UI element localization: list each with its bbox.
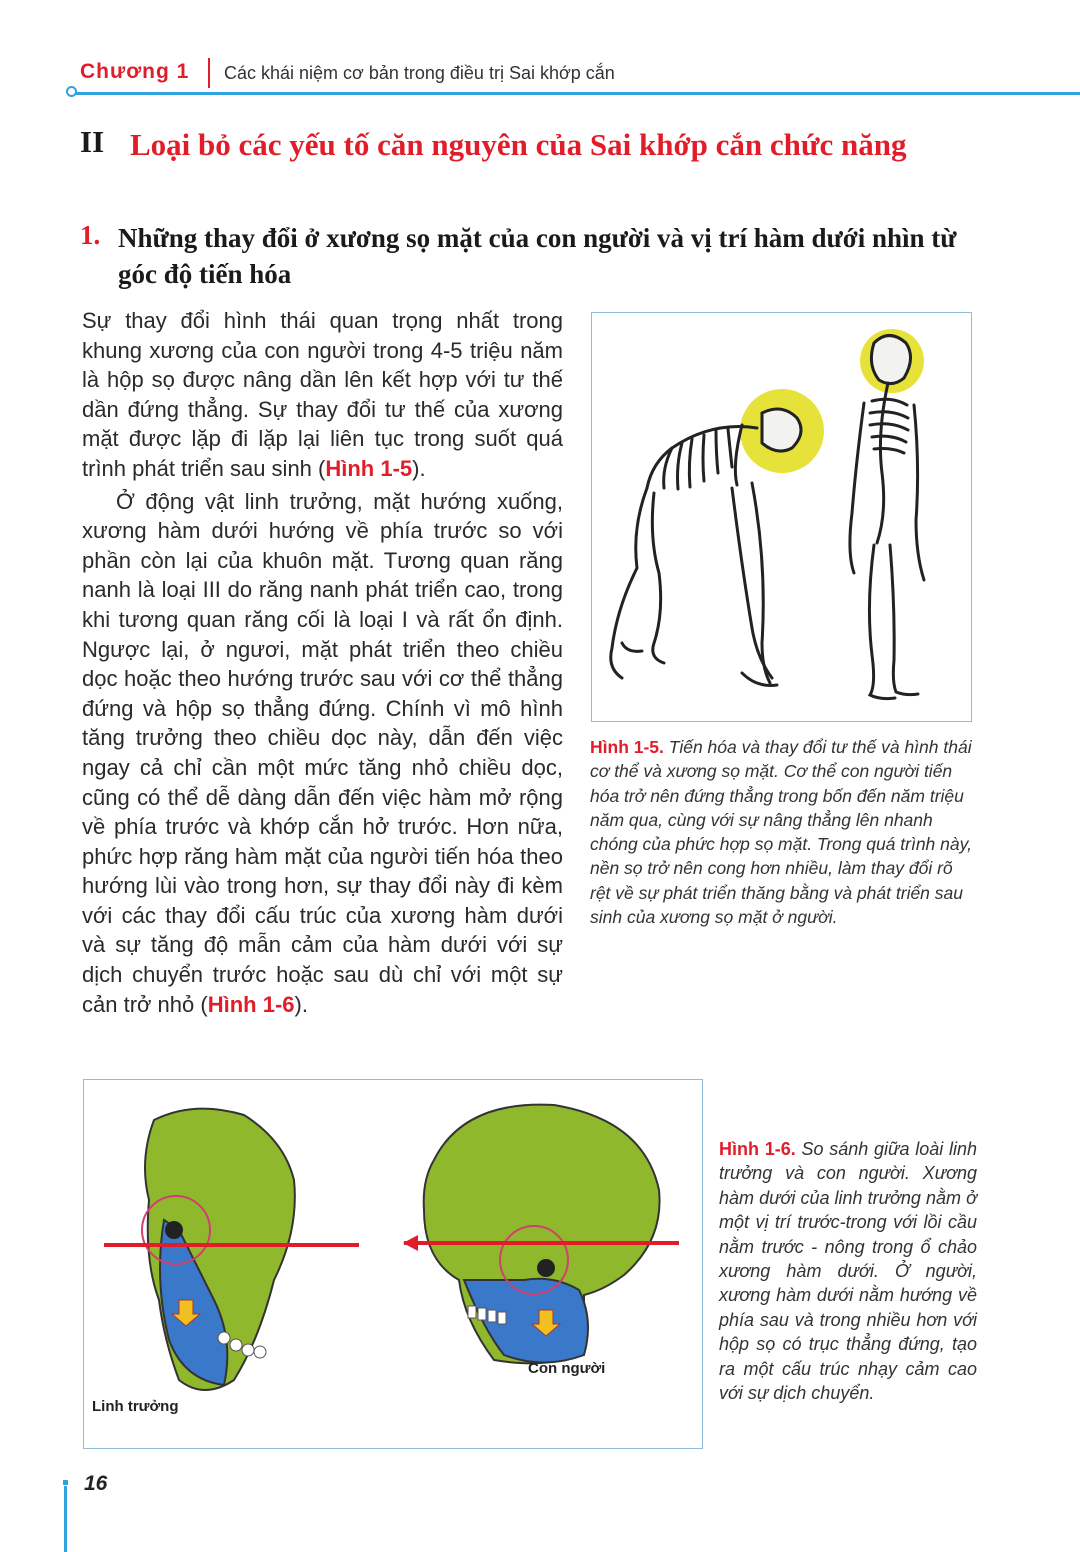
paragraph-2 xyxy=(82,487,563,1020)
figure-1-5-label: Hình 1-5. xyxy=(590,737,664,757)
skull-comparison-illustration xyxy=(84,1080,701,1400)
page-number: 16 xyxy=(84,1472,108,1495)
figure-1-5 xyxy=(591,312,972,722)
footer-rule-dot xyxy=(63,1480,68,1485)
header-separator xyxy=(208,58,210,88)
skeleton-illustration xyxy=(592,313,970,720)
figure-1-5-caption-text: Tiến hóa và thay đổi tư thế và hình thái cơ thể và xương sọ mặt. Cơ thể con người tiến hóa trở nên đứng thẳng trong bốn đến năm triệu năm qua, cùng với sự nâng thẳng lên nhanh chóng của phức hợp sọ mặt. Trong quá trình này, nền sọ trở nên cong hơn nhiều, làm thay đổi rõ rệt về sự phát triển thăng bằng và phát triển sau sinh của xương sọ mặt ở người. xyxy=(590,737,972,928)
paragraph-2-text: Ở động vật linh trưởng, mặt hướng xuống, xương hàm dưới hướng về phía trước so với phần còn lại của khuôn mặt. Tương quan răng nanh là loại III do răng nanh phát triển cao, trong khi tương quan răng cối là loại I và rất ổn định. Ngược lại, ở ngươi, mặt phát triển theo chiều dọc hoặc theo hướng trước sau với cơ thể thẳng đứng và hộp sọ thẳng đứng. Chính vì mô hình tăng trưởng theo chiều dọc này, dẫn đến việc ngay cả chỉ cần một mức tăng nhỏ chiều dọc, cũng có thể dễ dàng dẫn đến việc hàm mở rộng về phía trước và khớp cắn hở trước. Hơn nữa, phức hợp răng hàm mặt của người tiến hóa theo hướng lùi vào trong hơn, sự thay đổi này đi kèm với các thay đổi cấu trúc của xương hàm dưới và sự tăng độ mẫn cảm của hàm dưới với sự dịch chuyển trước hoặc sau dù chỉ với một sự cản trở nhỏ ( xyxy=(82,488,563,1017)
section-number: II xyxy=(80,124,105,159)
chapter-label: Chương 1 xyxy=(80,60,190,83)
figure-1-6-caption-text: So sánh giữa loài linh trưởng và con người. Xương hàm dưới của linh trưởng nằm ở một vị trí trước-trong với lồi cầu nằm trước - nông trong ổ chảo xương hàm dưới. Ở người, xương hàm dưới nằm hướng về phía sau và trong nhiều hơn với hộp sọ có trục thẳng đứng, tạo ra một cấu trúc nhạy cảm cao với sự dịch chuyển. xyxy=(719,1139,977,1404)
subsection-title: Những thay đổi ở xương sọ mặt của con người và vị trí hàm dưới nhìn từ góc độ tiến hóa xyxy=(118,223,957,289)
figure-1-6 xyxy=(83,1079,703,1449)
footer-rule xyxy=(64,1486,67,1552)
figure-ref-1-6: Hình 1-6 xyxy=(207,991,295,1017)
chapter-title: Các khái niệm cơ bản trong điều trị Sai khớp cắn xyxy=(224,63,615,83)
header-rule xyxy=(74,92,1080,95)
header-rule-dot xyxy=(66,86,77,97)
human-label: Con người xyxy=(528,1360,606,1377)
paragraph-2-end: ). xyxy=(294,991,308,1017)
figure-1-6-caption xyxy=(719,1137,977,1405)
body-text xyxy=(82,306,563,1019)
paragraph-1-end: ). xyxy=(412,455,426,481)
primate-label: Linh trưởng xyxy=(92,1398,179,1415)
subsection-number: 1. xyxy=(80,220,101,250)
paragraph-1-text: Sự thay đổi hình thái quan trọng nhất trong khung xương của con người trong 4-5 triệu năm là hộp sọ được nâng dần lên kết hợp với tư thế dần đứng thẳng. Sự thay đổi tư thế của xương mặt được lặp đi lặp lại liên tục trong suốt quá trình phát triển sau sinh ( xyxy=(82,308,563,481)
figure-ref-1-5: Hình 1-5 xyxy=(325,455,413,481)
section-title: Loại bỏ các yếu tố căn nguyên của Sai khớp cắn chức năng xyxy=(130,127,907,162)
figure-1-5-caption xyxy=(590,735,975,929)
figure-1-6-label: Hình 1-6. xyxy=(719,1139,796,1159)
paragraph-1 xyxy=(82,306,563,484)
